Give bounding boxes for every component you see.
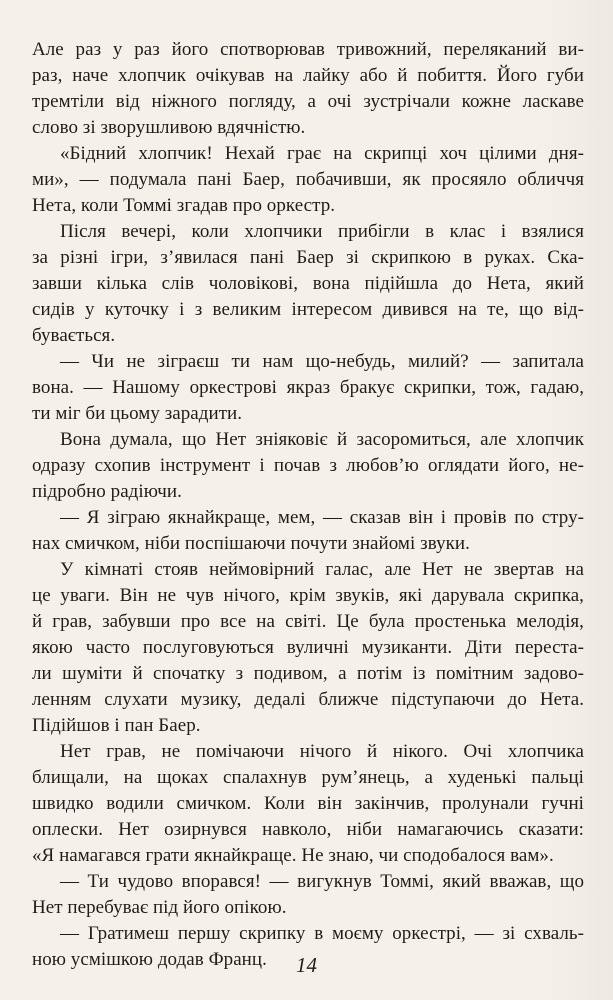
text-line: «Бідний хлопчик! Нехай грає на скрипці хоч цілими дня-	[60, 143, 584, 164]
text-line: — Чи не зіграєш ти нам що-небудь, милий? — запитала	[60, 351, 584, 372]
text-line: завши кілька слів чоловікові, вона підійшла до Нета, який	[32, 273, 584, 294]
text-line: Нет грав, не помічаючи нічого й нікого. Очі хлопчика	[60, 741, 584, 762]
text-line: ленням слухати музику, дедалі ближче підступаючи до Нета.	[32, 689, 584, 710]
text-line: Після вечері, коли хлопчики прибігли в клас і взялися	[60, 221, 584, 242]
text-line: «Я намагався грати якнайкраще. Не знаю, чи сподобалося вам».	[32, 845, 554, 866]
text-line: підробно радіючи.	[32, 481, 182, 502]
text-line: сидів у куточку і з великим інтересом дивився на те, що від-	[32, 299, 584, 320]
text-line: Але раз у раз його спотворював тривожний, переляканий ви-	[32, 39, 584, 60]
text-line: — Я зіграю якнайкраще, мем, — сказав він і провів по стру-	[60, 507, 584, 528]
text-line: блищали, на щоках спалахнув рум’янець, а худенькі пальці	[32, 767, 584, 788]
text-line: ти міг би цьому зарадити.	[32, 403, 243, 424]
text-line: ною усмішкою додав Франц.	[32, 949, 267, 970]
text-line: ли шуміти й спочатку з подивом, а потім із помітним задово-	[32, 663, 584, 684]
text-line: ми», — подумала пані Баер, побачивши, як просяяло обличчя	[32, 169, 584, 190]
text-line: тремтіли від ніжного погляду, а очі зустрічали кожне ласкаве	[32, 91, 584, 112]
text-line: й грав, забувши про все на світі. Це була простенька мелодія,	[32, 611, 584, 632]
text-line: — Ти чудово впорався! — вигукнув Томмі, який вважав, що	[60, 871, 584, 892]
body-text	[32, 37, 584, 973]
text-line: Підійшов і пан Баер.	[32, 715, 201, 736]
text-line: бувається.	[32, 325, 116, 346]
text-line: за різні ігри, з’явилася пані Баер зі скрипкою в руках. Ска-	[32, 247, 584, 268]
text-line: У кімнаті стояв неймовірний галас, але Нет не звертав на	[60, 559, 584, 580]
text-line: нах смичком, ніби поспішаючи почути знайомі звуки.	[32, 533, 470, 554]
text-line: Нет перебуває під його опікою.	[32, 897, 287, 918]
text-line: якою часто послуговуються вуличні музиканти. Діти переста-	[32, 637, 584, 658]
page-number: 14	[296, 953, 317, 977]
text-line: Вона думала, що Нет зніяковіє й засоромиться, але хлопчик	[60, 429, 584, 450]
text-line: вона. — Нашому оркестрові якраз бракує скрипки, тож, гадаю,	[32, 377, 584, 398]
text-line: — Гратимеш першу скрипку в моєму оркестрі, — зі схваль-	[60, 923, 584, 944]
text-line: раз, наче хлопчик очікував на лайку або й побиття. Його губи	[32, 65, 584, 86]
text-line: слово зі зворушливою вдячністю.	[32, 117, 306, 138]
text-line: оплески. Нет озирнувся навколо, ніби намагаючись сказати:	[32, 819, 584, 840]
text-line: швидко водили смичком. Коли він закінчив, пролунали гучні	[32, 793, 584, 814]
text-line: одразу схопив інструмент і почав з любов’ю оглядати його, не-	[32, 455, 584, 476]
text-line: Нета, коли Томмі згадав про оркестр.	[32, 195, 336, 216]
text-line: це уваги. Він не чув нічого, крім звуків, які дарувала скрипка,	[32, 585, 584, 606]
